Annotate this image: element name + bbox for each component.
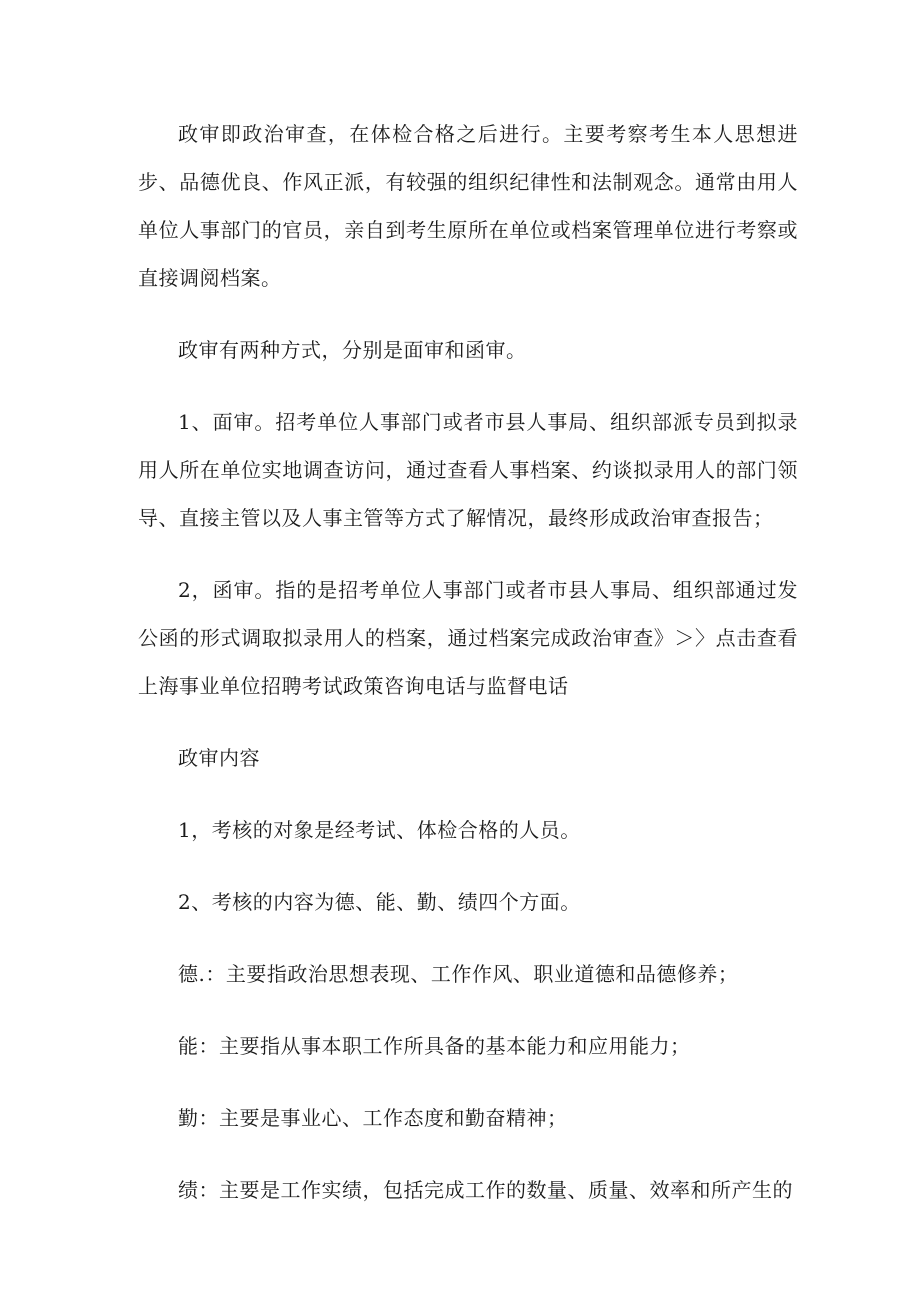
paragraph-neng: 能：主要指从事本职工作所具备的基本能力和应用能力；: [178, 1034, 691, 1058]
paragraph-ji: 绩：主要是工作实绩，包括完成工作的数量、质量、效率和所产生的: [178, 1178, 793, 1202]
paragraph-letter-review: 2，函审。指的是招考单位人事部门或者市县人事局、组织部通过发公函的形式调取拟录用人的档案，通过档案完成政治审查》＞〉点击查看上海事业单位招聘考试政策咨询电话与监督电话: [138, 578, 798, 698]
paragraph-subjects: 1，考核的对象是经考试、体检合格的人员。: [178, 818, 581, 842]
section-heading-content: 政审内容: [178, 746, 260, 770]
document-body: [138, 110, 798, 1238]
paragraph-de: 德.：主要指政治思想表现、工作作风、职业道德和品德修养；: [178, 962, 739, 986]
paragraph-qin: 勤：主要是事业心、工作态度和勤奋精神；: [178, 1106, 568, 1130]
paragraph-intro: 政审即政治审查，在体检合格之后进行。主要考察考生本人思想进步、品德优良、作风正派，有较强的组织纪律性和法制观念。通常由用人单位人事部门的官员，亲自到考生原所在单位或档案管理单位进行考察或直接调阅档案。: [138, 122, 798, 290]
paragraph-methods: 政审有两种方式，分别是面审和函审。: [178, 338, 527, 362]
paragraph-face-review: 1、面审。招考单位人事部门或者市县人事局、组织部派专员到拟录用人所在单位实地调查访问，通过查看人事档案、约谈拟录用人的部门领导、直接主管以及人事主管等方式了解情况，最终形成政治审查报告；: [138, 410, 798, 530]
paragraph-aspects: 2、考核的内容为德、能、勤、绩四个方面。: [178, 890, 581, 914]
